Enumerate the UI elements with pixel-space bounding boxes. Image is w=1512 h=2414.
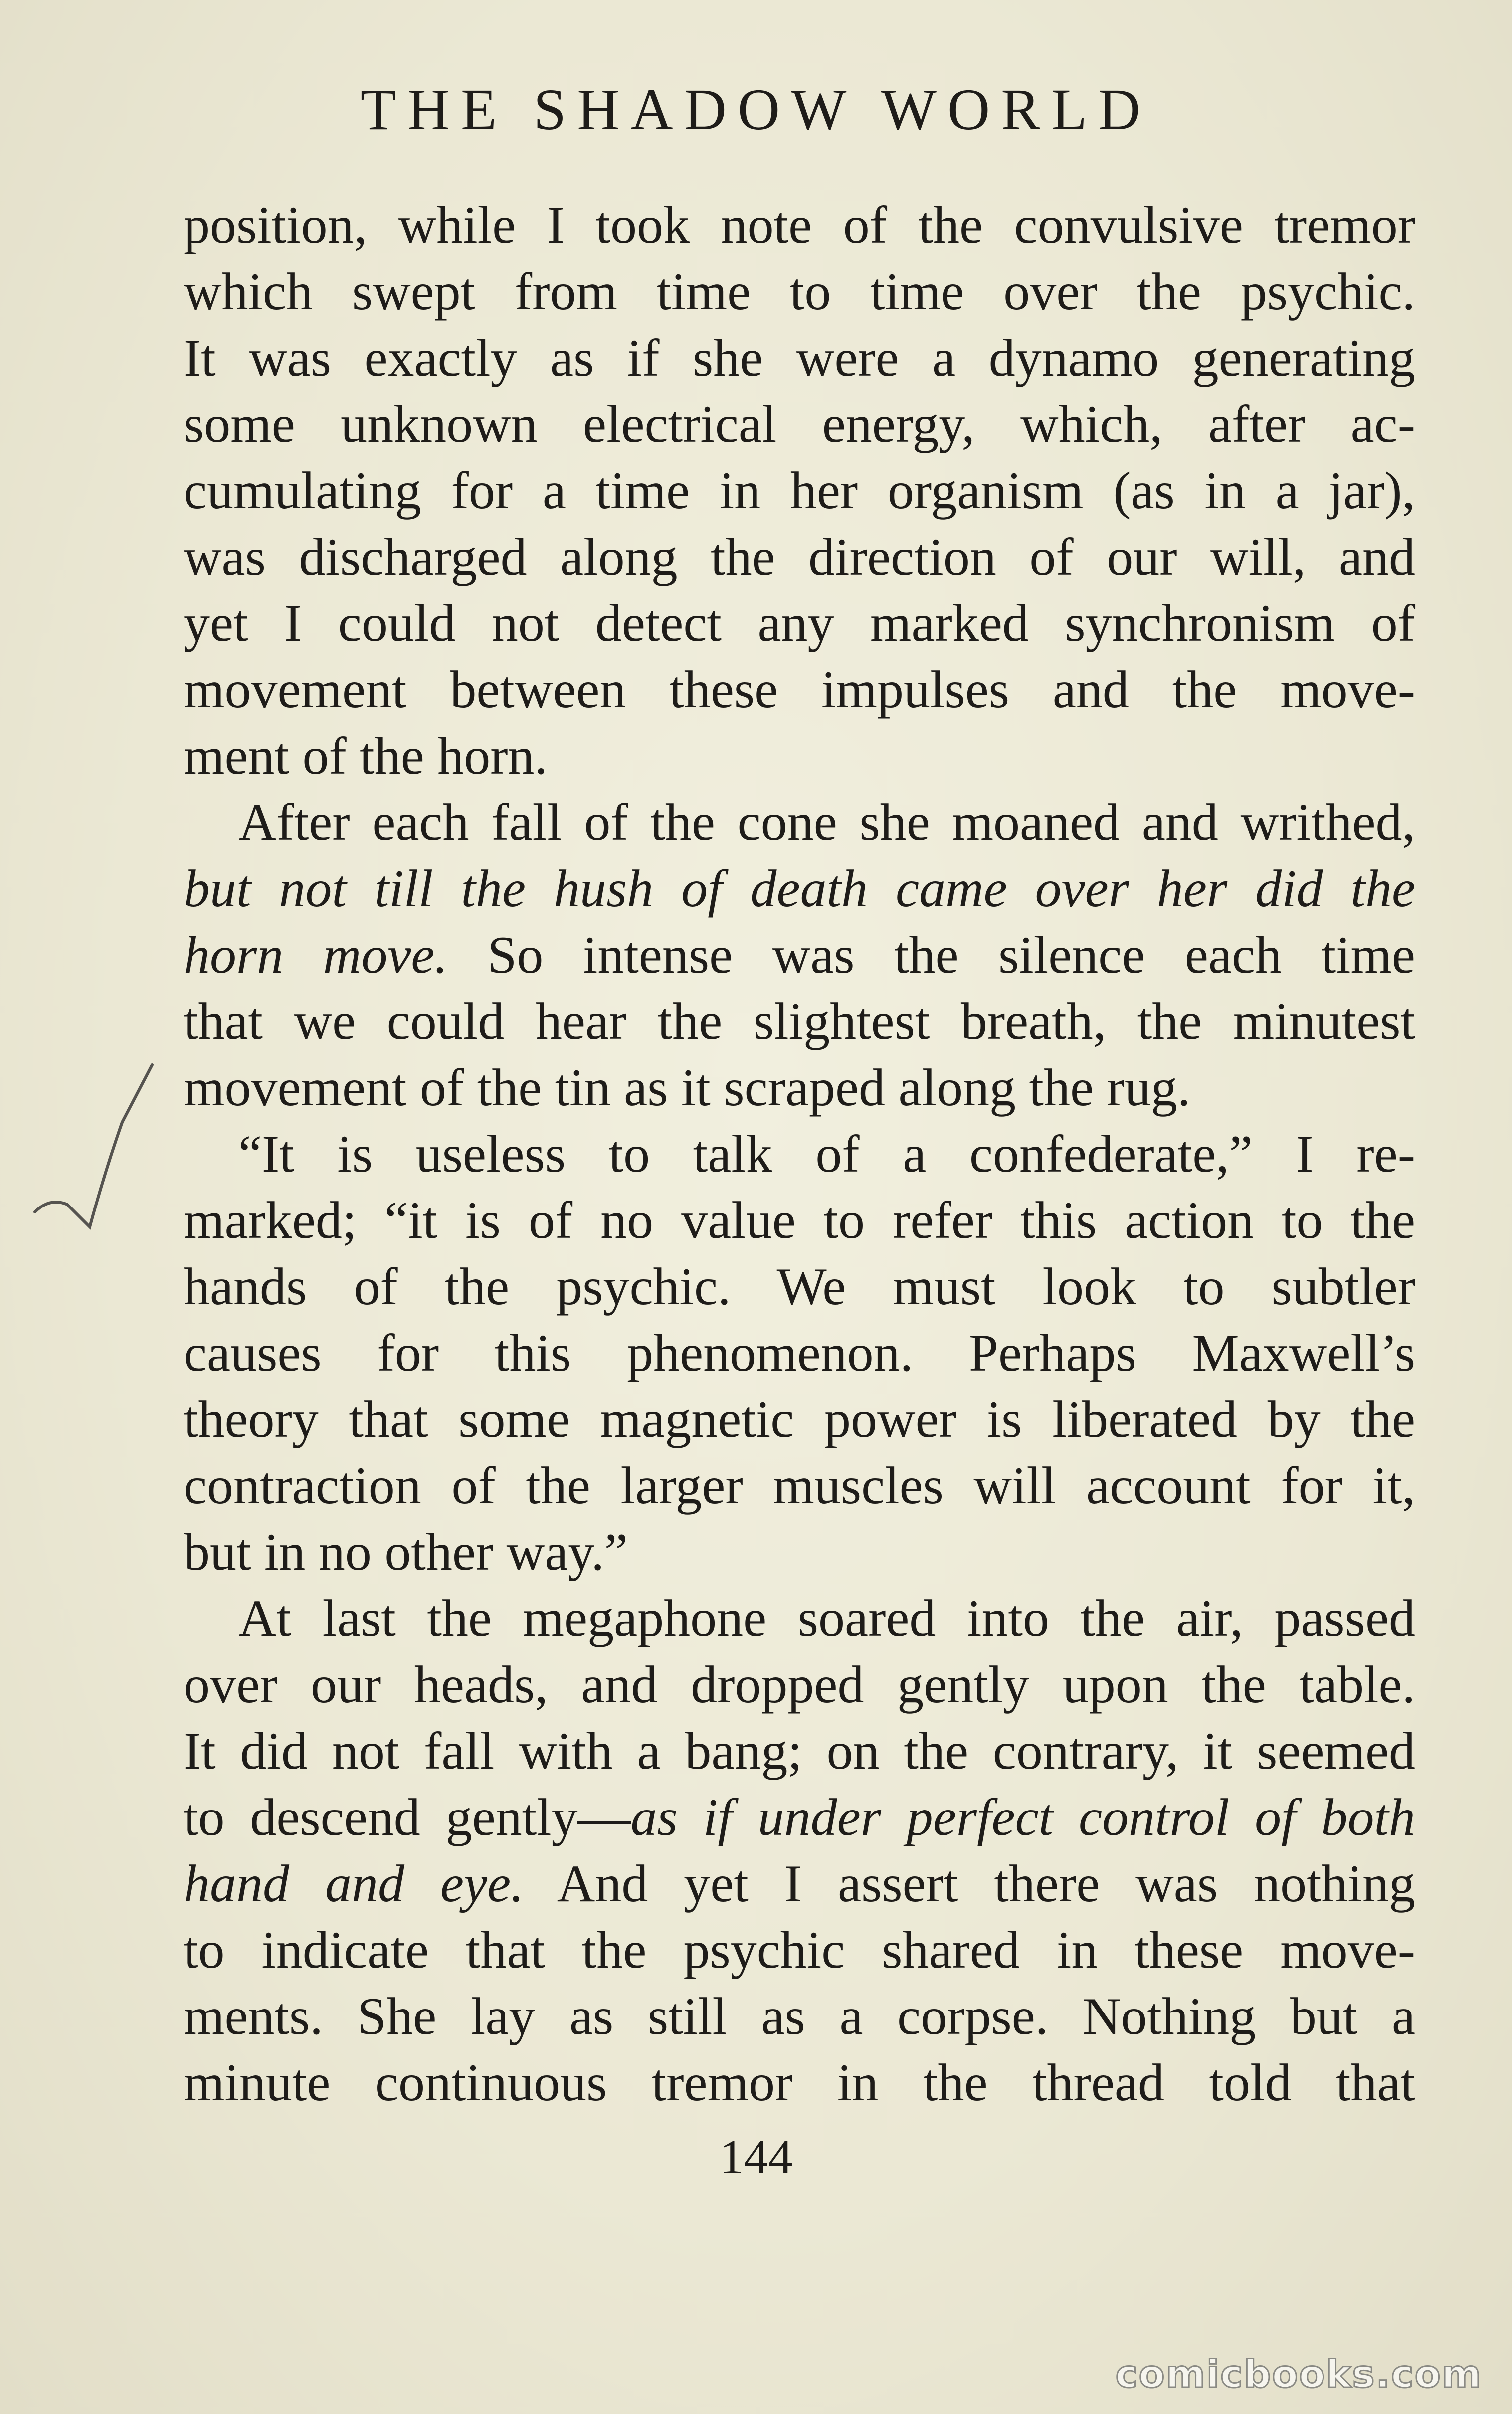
italic-text-segment: as if under perfect control of both bbox=[630, 1788, 1415, 1846]
text-segment: which swept from time to time over the psychic. bbox=[184, 262, 1415, 321]
text-line bbox=[184, 1784, 1415, 1850]
text-segment: ments. She lay as still as a corpse. Nothing but a bbox=[184, 1987, 1415, 2045]
text-line bbox=[184, 922, 1415, 988]
text-line bbox=[184, 1121, 1415, 1187]
text-line bbox=[184, 988, 1415, 1054]
text-line bbox=[184, 1320, 1415, 1386]
text-segment: to descend gently— bbox=[184, 1788, 631, 1846]
text-line bbox=[184, 1917, 1415, 1983]
text-line bbox=[184, 2049, 1415, 2116]
text-segment: So intense was the silence each time bbox=[447, 926, 1415, 984]
italic-text-segment: horn move. bbox=[184, 926, 448, 984]
text-segment: “It is useless to talk of a confederate,” I re- bbox=[238, 1125, 1415, 1183]
text-line bbox=[184, 789, 1415, 855]
italic-text-segment: but not till the hush of death came over her did the bbox=[184, 859, 1415, 918]
text-segment: but in no other way.” bbox=[184, 1523, 628, 1581]
text-segment: to indicate that the psychic shared in these move- bbox=[184, 1921, 1415, 1979]
text-segment: It was exactly as if she were a dynamo generating bbox=[184, 329, 1415, 387]
text-segment: After each fall of the cone she moaned and writhed, bbox=[238, 793, 1415, 851]
text-line bbox=[184, 1519, 1415, 1585]
text-line bbox=[184, 1253, 1415, 1320]
running-head-title: THE SHADOW WORLD bbox=[360, 77, 1152, 142]
text-line bbox=[184, 590, 1415, 656]
text-line bbox=[184, 1585, 1415, 1651]
text-line bbox=[184, 1983, 1415, 2049]
text-segment: movement between these impulses and the move- bbox=[184, 660, 1415, 719]
text-line bbox=[184, 656, 1415, 723]
text-segment: contraction of the larger muscles will account for it, bbox=[184, 1456, 1415, 1515]
text-line bbox=[184, 1718, 1415, 1784]
italic-text-segment: hand and eye. bbox=[184, 1854, 524, 1913]
text-segment: cumulating for a time in her organism (as in a jar), bbox=[184, 461, 1415, 520]
text-line bbox=[184, 1386, 1415, 1452]
text-line bbox=[184, 1651, 1415, 1718]
text-segment: some unknown electrical energy, which, after ac- bbox=[184, 395, 1415, 453]
text-line bbox=[184, 325, 1415, 391]
text-segment: was discharged along the direction of our will, and bbox=[184, 528, 1415, 586]
text-segment: ment of the horn. bbox=[184, 727, 548, 785]
text-segment: At last the megaphone soared into the air, passed bbox=[238, 1589, 1415, 1647]
text-segment: yet I could not detect any marked synchronism of bbox=[184, 594, 1415, 652]
text-segment: marked; “it is of no value to refer this action to the bbox=[184, 1191, 1415, 1249]
text-line bbox=[184, 524, 1415, 590]
text-line bbox=[184, 1054, 1415, 1121]
text-line bbox=[184, 192, 1415, 258]
text-line bbox=[184, 258, 1415, 325]
text-segment: that we could hear the slightest breath, the minutest bbox=[184, 992, 1415, 1050]
text-line bbox=[184, 457, 1415, 524]
text-segment: hands of the psychic. We must look to subtler bbox=[184, 1257, 1415, 1316]
text-segment: It did not fall with a bang; on the contrary, it seemed bbox=[184, 1722, 1415, 1780]
text-segment: over our heads, and dropped gently upon the table. bbox=[184, 1655, 1415, 1714]
text-segment: minute continuous tremor in the thread told that bbox=[184, 2053, 1415, 2112]
text-segment: And yet I assert there was nothing bbox=[524, 1854, 1415, 1913]
watermark: comicbooks.com bbox=[1115, 2352, 1482, 2396]
text-segment: position, while I took note of the convulsive tremor bbox=[184, 196, 1415, 254]
text-line bbox=[184, 1452, 1415, 1519]
text-segment: movement of the tin as it scraped along the rug. bbox=[184, 1058, 1191, 1117]
text-line bbox=[184, 1187, 1415, 1253]
body-text bbox=[184, 192, 1415, 2116]
page-number: 144 bbox=[719, 2130, 793, 2184]
text-line bbox=[184, 391, 1415, 457]
pencil-check-mark-icon bbox=[30, 1062, 160, 1282]
text-segment: causes for this phenomenon. Perhaps Maxwell’s bbox=[184, 1324, 1415, 1382]
text-line bbox=[184, 855, 1415, 922]
text-line bbox=[184, 723, 1415, 789]
text-segment: theory that some magnetic power is liberated by the bbox=[184, 1390, 1415, 1448]
text-line bbox=[184, 1850, 1415, 1917]
